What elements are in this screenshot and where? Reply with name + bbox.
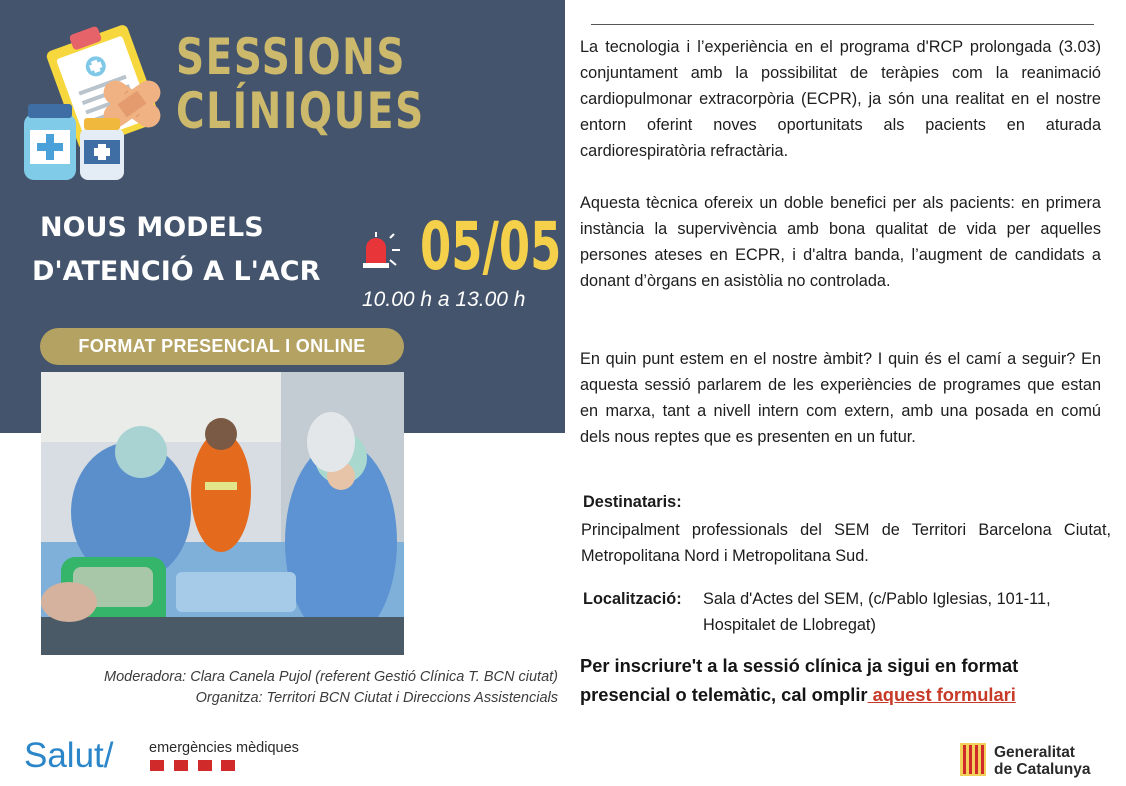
generalitat-line-1: Generalitat: [994, 744, 1075, 761]
registration-form-link[interactable]: aquest formulari: [867, 684, 1016, 705]
intro-paragraph: La tecnologia i l’experiència en el programa d'RCP prolongada (3.03) conjuntament amb la possibilitat de teràpies com la reanimació cardiopulmonar extracorpòria (ECPR), ja són una realitat en el nostre entorn oferint noves oportunitats als pacients en aturada cardiorespiratòria refractària.: [580, 38, 1101, 160]
salut-wordmark: Salut/: [24, 736, 114, 775]
benefit-paragraph: Aquesta tècnica ofereix un doble benefici per als pacients: en primera instància la supervivència amb bona qualitat de vida per aquelles persones ateses en ECPR, i d'altra banda, l’augment de candidats a donant d’òrgans en asistòlia no controlada.: [580, 194, 1101, 290]
session-topic: [32, 206, 320, 294]
moderator-text: Moderadora: Clara Canela Pujol (referent Gestió Clínica T. BCN ciutat): [104, 669, 558, 685]
event-date: 05/05: [420, 208, 562, 285]
divider: [591, 24, 1094, 25]
registration-text: Per inscriure't a la sessió clínica ja sigui en format presencial o telemàtic, cal omplir: [580, 655, 1019, 705]
catalan-flag-icon: [960, 743, 986, 776]
generalitat-text: [994, 744, 1090, 778]
registration-block: [580, 651, 1110, 709]
location-label: Localització:: [583, 590, 682, 608]
generalitat-logo: [960, 743, 1100, 779]
format-badge: FORMAT PRESENCIAL I ONLINE: [40, 328, 404, 365]
page-title: [176, 30, 425, 138]
topic-line-1: NOUS MODELS: [40, 212, 264, 243]
title-line-2: CLÍNIQUES: [176, 82, 425, 140]
generalitat-line-2: de Catalunya: [994, 761, 1091, 778]
salut-red-squares: [150, 760, 240, 771]
topic-line-2: D'ATENCIÓ A L'ACR: [32, 256, 321, 287]
location-text: Sala d'Actes del SEM, (c/Pablo Iglesias, 101-11, Hospitalet de Llobregat): [703, 590, 1051, 634]
questions-paragraph: En quin punt estem en el nostre àmbit? I quin és el camí a seguir? En aquesta sessió parlarem de les experiències de programes que estan en marxa, tant a nivell intern com extern, amb una posada en comú dels nous reptes que es presenten en un futur.: [580, 350, 1101, 446]
session-credits: [20, 667, 558, 709]
alarm-siren-icon: [360, 230, 402, 270]
organizer-text: Organitza: Territori BCN Ciutat i Direccions Assistencials: [195, 690, 558, 706]
audience-heading: Destinataris:: [583, 493, 682, 511]
event-time: 10.00 h a 13.00 h: [362, 288, 526, 311]
medical-team-photo: [41, 372, 404, 655]
salut-subtitle: emergències mèdiques: [149, 740, 299, 756]
title-line-1: SESSIONS: [176, 28, 407, 86]
medical-clipboard-icon: [20, 20, 170, 190]
audience-text: Principalment professionals del SEM de Territori Barcelona Ciutat, Metropolitana Nord i Metropolitana Sud.: [581, 521, 1111, 565]
